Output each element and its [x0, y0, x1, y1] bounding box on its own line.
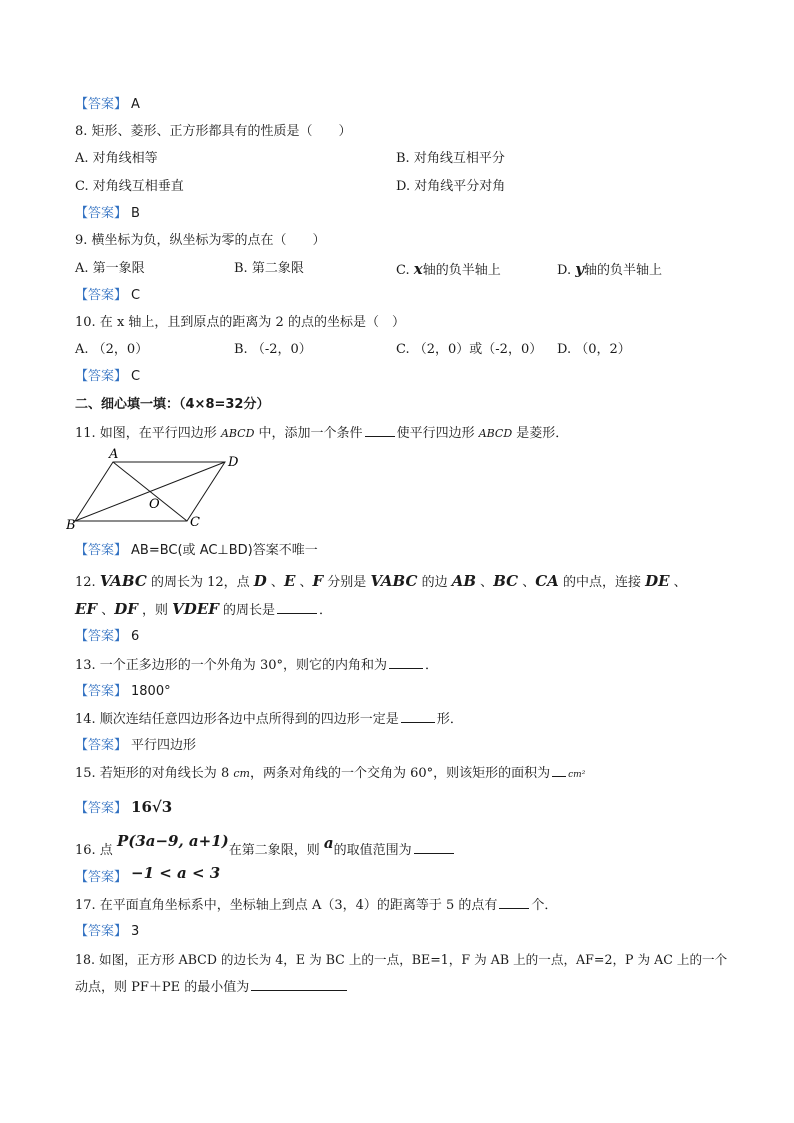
answer-value: 16√3 [131, 798, 173, 816]
sep: 、 [518, 575, 536, 590]
q12-text: 分别是 [323, 575, 371, 590]
segment-ef: EF [75, 600, 98, 618]
answer-tag: 【答案】 [75, 924, 128, 939]
answer-value: C [131, 288, 141, 303]
q8-option-b: B. 对角线互相平分 [396, 151, 505, 166]
question-11-stem [75, 424, 568, 443]
q12-blank[interactable] [277, 601, 317, 614]
label-a: A [109, 447, 119, 462]
triangle-abc: VABC [99, 572, 147, 590]
q14-text: 14. 顺次连结任意四边形各边中点所得到的四边形一定是 [75, 712, 399, 727]
q16-blank[interactable] [414, 841, 454, 854]
answer-value: 6 [131, 629, 140, 644]
question-17-stem [75, 896, 557, 915]
answer-tag: 【答案】 [75, 684, 128, 699]
q11-blank[interactable] [365, 424, 395, 437]
q9-option-a: A. 第一象限 [75, 261, 145, 276]
question-12-line-2 [75, 600, 332, 620]
answer-tag: 【答案】 [75, 97, 128, 112]
q18-blank[interactable] [251, 978, 347, 991]
q12-text: 的边 [417, 575, 452, 590]
q16-text: 的取值范围为 [333, 843, 412, 858]
q15-text: ，两条对角线的一个交角为 60°，则该矩形的面积为 [249, 766, 551, 781]
q9-option-d [557, 260, 662, 280]
sep: 、 [295, 575, 313, 590]
sep: 、 [669, 575, 687, 590]
q9-option-c-letter: C. [396, 263, 414, 278]
question-13-stem [75, 656, 438, 675]
q15-blank[interactable] [552, 764, 566, 777]
answer-16 [75, 864, 221, 887]
q10-option-a: A. （2，0） [75, 342, 149, 357]
q9-option-b: B. 第二象限 [234, 261, 304, 276]
unit-cm: cm [233, 767, 250, 780]
answer-tag: 【答案】 [75, 288, 128, 303]
segment-de: DE [645, 572, 670, 590]
answer-7 [75, 96, 140, 114]
q9-option-c-text: 轴的负半轴上 [422, 263, 501, 278]
answer-tag: 【答案】 [75, 543, 128, 558]
q12-text: 的中点，连接 [558, 575, 646, 590]
answer-8 [75, 205, 140, 223]
answer-14 [75, 737, 196, 755]
label-d: D [228, 455, 239, 470]
point-f: F [312, 572, 324, 590]
q16-text: 16. 点 [75, 843, 117, 858]
answer-value: −1 < a < 3 [131, 864, 221, 882]
question-10-stem: 10. 在 x 轴上，且到原点的距离为 2 的点的坐标是（ ） [75, 315, 405, 330]
q17-end: 个． [531, 898, 558, 913]
unit-cm2: cm² [568, 770, 586, 780]
q13-text: 13. 一个正多边形的一个外角为 30°，则它的内角和为 [75, 658, 387, 673]
q17-text: 17. 在平面直角坐标系中，坐标轴上到点 A（3，4）的距离等于 5 的点有 [75, 898, 498, 913]
q17-blank[interactable] [499, 896, 529, 909]
answer-tag: 【答案】 [75, 738, 128, 753]
q8-option-a: A. 对角线相等 [75, 151, 158, 166]
answer-value: 1800° [131, 684, 171, 699]
point-p-expression: P(3a−9, a+1) [116, 832, 229, 850]
question-14-stem [75, 710, 463, 729]
q11-text-pre: 11. 如图，在平行四边形 [75, 426, 221, 441]
q12-text: 的周长是 [218, 603, 276, 618]
answer-value: A [131, 97, 140, 112]
side-ca: CA [535, 572, 559, 590]
answer-12 [75, 628, 139, 646]
sep: 、 [266, 575, 284, 590]
x-variable: x [413, 260, 423, 278]
q9-option-d-text: 轴的负半轴上 [583, 263, 662, 278]
answer-9 [75, 287, 140, 305]
answer-value: C [131, 369, 141, 384]
q9-option-c [396, 260, 501, 280]
answer-10 [75, 368, 140, 386]
q10-option-d: D. （0，2） [557, 342, 631, 357]
answer-tag: 【答案】 [75, 801, 128, 816]
answer-15 [75, 798, 172, 818]
q12-text: 的周长为 12，点 [146, 575, 254, 590]
question-18-line-2 [75, 978, 349, 997]
q11-text-post: 使平行四边形 [396, 426, 479, 441]
q11-abcd-2: ABCD [478, 427, 513, 440]
segment-df: DF [114, 600, 138, 618]
q12-text: ，则 [137, 603, 173, 618]
y-variable: y [575, 260, 584, 278]
side-ab: AB [451, 572, 477, 590]
q14-blank[interactable] [401, 710, 435, 723]
q11-abcd: ABCD [220, 427, 255, 440]
answer-value: 3 [131, 924, 140, 939]
question-18-line-1: 18. 如图，正方形 ABCD 的边长为 4，E 为 BC 上的一点，BE=1，F 为 AB 上的一点，AF=2，P 为 AC 上的一个 [75, 952, 728, 967]
point-e: E [283, 572, 296, 590]
sep: 、 [476, 575, 494, 590]
answer-value: 平行四边形 [131, 738, 197, 753]
question-8-stem: 8. 矩形、菱形、正方形都具有的性质是（ ） [75, 124, 352, 139]
answer-11 [75, 542, 318, 560]
answer-value: B [131, 206, 140, 221]
answer-tag: 【答案】 [75, 629, 128, 644]
q11-text-mid: 中，添加一个条件 [254, 426, 363, 441]
q12-num: 12. [75, 575, 100, 590]
q10-option-b: B. （-2，0） [234, 342, 312, 357]
q10-option-c: C. （2，0）或（-2，0） [396, 342, 543, 357]
sep: 、 [97, 603, 115, 618]
parallelogram-figure [66, 446, 256, 538]
label-o: O [149, 497, 160, 512]
q14-end: 形． [436, 712, 463, 727]
question-9-stem: 9. 横坐标为负，纵坐标为零的点在（ ） [75, 233, 326, 248]
answer-tag: 【答案】 [75, 206, 128, 221]
q13-end: ． [424, 658, 438, 673]
q8-option-c: C. 对角线互相垂直 [75, 179, 184, 194]
point-d: D [253, 572, 267, 590]
label-b: B [66, 518, 76, 533]
q12-text: ． [319, 603, 333, 618]
answer-tag: 【答案】 [75, 369, 128, 384]
section-2-heading: 二、细心填一填：（4×8=32分） [75, 397, 270, 412]
label-c: C [190, 515, 200, 530]
q18-text: 动点，则 PF＋PE 的最小值为 [75, 980, 250, 995]
triangle-def: VDEF [172, 600, 219, 618]
q9-option-d-letter: D. [557, 263, 576, 278]
answer-17 [75, 923, 139, 941]
q16-text: 在第二象限，则 [228, 843, 324, 858]
question-16-stem [75, 832, 456, 860]
answer-13 [75, 683, 171, 701]
side-bc: BC [493, 572, 519, 590]
q15-text: 15. 若矩形的对角线长为 8 [75, 766, 234, 781]
question-12-line-1 [75, 572, 687, 592]
answer-value: AB=BC(或 AC⊥BD)答案不唯一 [131, 543, 318, 558]
q8-option-d: D. 对角线平分对角 [396, 179, 506, 194]
answer-tag: 【答案】 [75, 870, 128, 885]
triangle-abc: VABC [370, 572, 418, 590]
q13-blank[interactable] [389, 656, 423, 669]
question-15-stem [75, 764, 585, 784]
q11-text-end: 是菱形． [512, 426, 569, 441]
variable-a: a [323, 834, 334, 852]
